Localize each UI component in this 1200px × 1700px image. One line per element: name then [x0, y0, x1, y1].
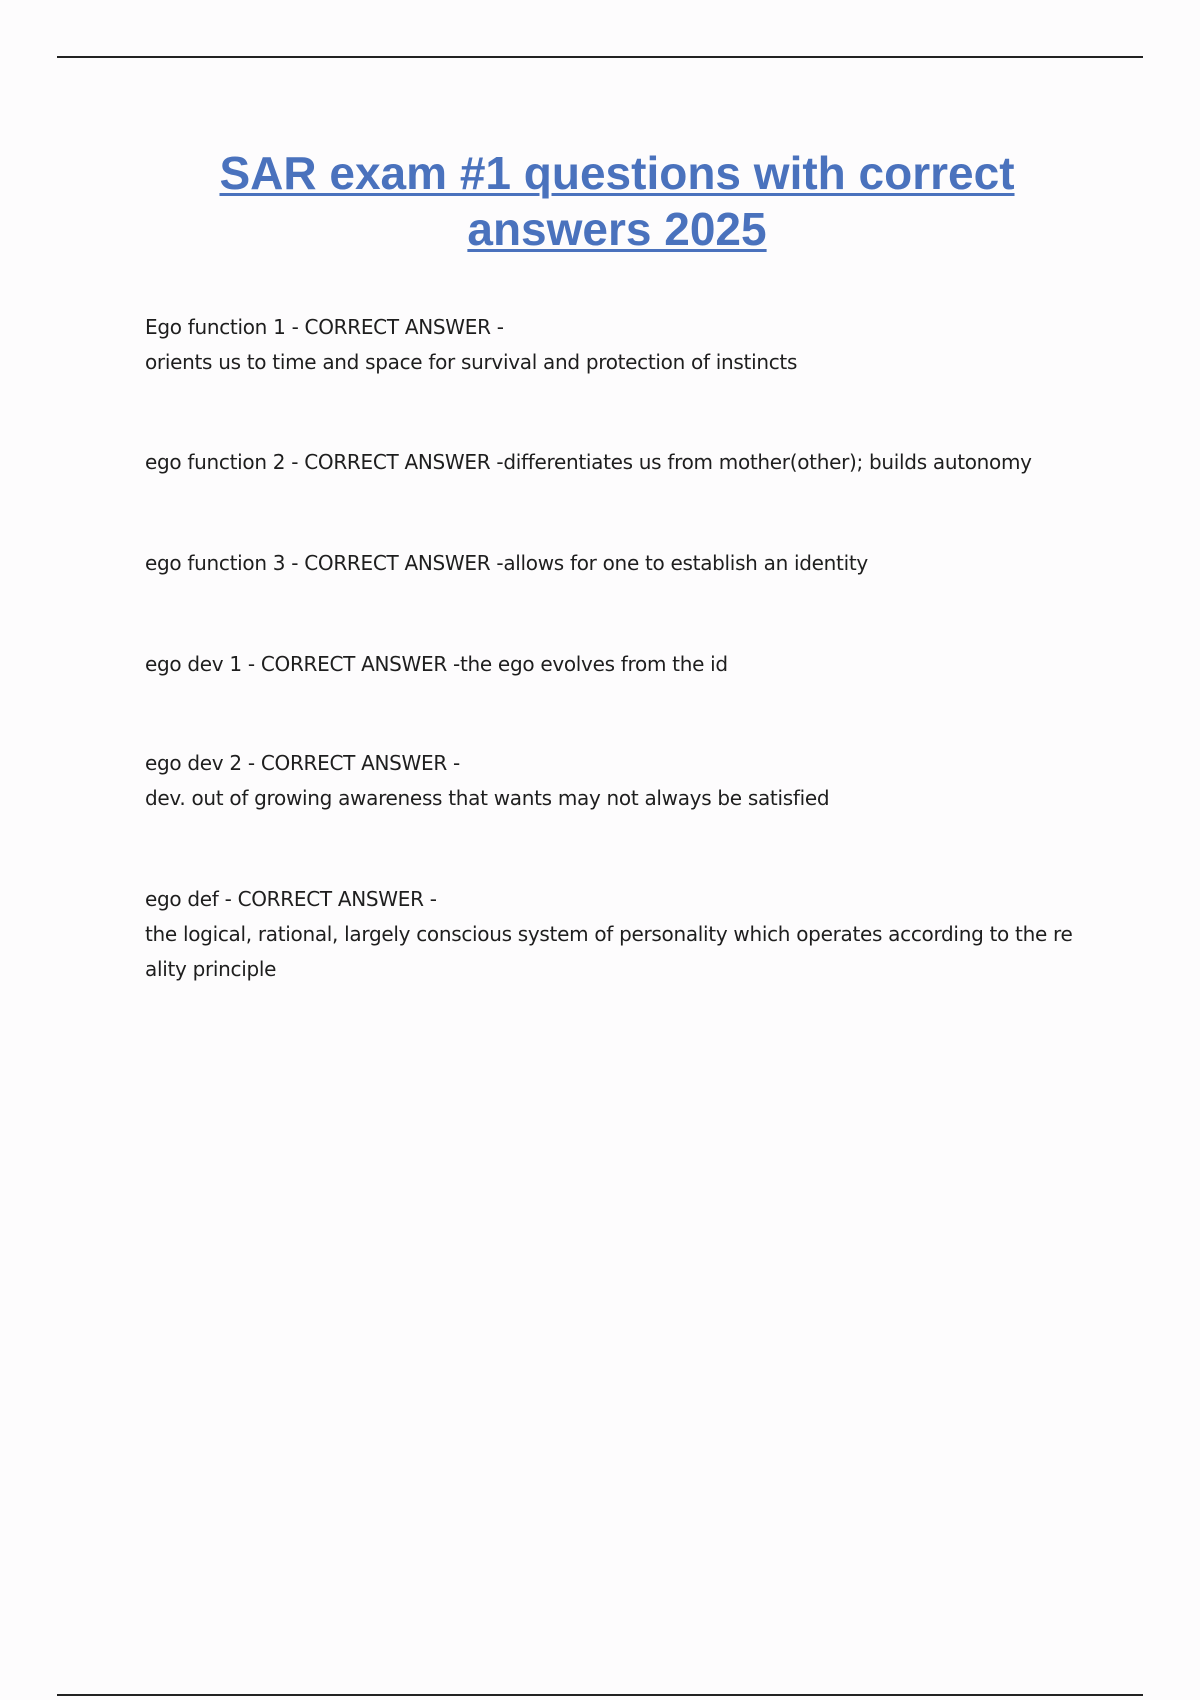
qa-separator: - CORRECT ANSWER -: [218, 887, 437, 911]
document-title: SAR exam #1 questions with correct answers 2025: [219, 147, 1015, 255]
qa-answer: the ego evolves from the id: [459, 652, 728, 676]
qa-item: [145, 546, 1095, 581]
qa-item: [145, 310, 1095, 380]
qa-answer: the logical, rational, largely conscious system of personality which operates according to the re: [145, 922, 1073, 946]
qa-item: [145, 882, 1095, 987]
bottom-rule: [57, 1694, 1143, 1696]
qa-answer: orients us to time and space for survival and protection of instincts: [145, 350, 798, 374]
qa-question: [145, 882, 1095, 917]
qa-answer: differentiates us from mother(other); builds autonomy: [503, 450, 1032, 474]
qa-term: ego function 3: [145, 551, 286, 575]
qa-term: Ego function 1: [145, 315, 286, 339]
qa-term: ego function 2: [145, 450, 286, 474]
qa-separator: - CORRECT ANSWER -: [285, 551, 504, 575]
qa-separator: - CORRECT ANSWER -: [285, 315, 504, 339]
qa-question: [145, 310, 1095, 345]
qa-term: ego def: [145, 887, 219, 911]
qa-answer: dev. out of growing awareness that wants may not always be satisfied: [145, 786, 830, 810]
qa-item: [145, 647, 1095, 682]
qa-question: [145, 746, 1095, 781]
qa-separator: - CORRECT ANSWER -: [241, 751, 460, 775]
qa-term: ego dev 1: [145, 652, 242, 676]
qa-separator: - CORRECT ANSWER -: [285, 450, 504, 474]
qa-separator: - CORRECT ANSWER -: [241, 652, 460, 676]
qa-term: ego dev 2: [145, 751, 242, 775]
top-rule: [57, 56, 1143, 58]
qa-item: [145, 445, 1095, 480]
qa-answer: allows for one to establish an identity: [503, 551, 868, 575]
qa-answer-continued: ality principle: [145, 957, 277, 981]
qa-item: [145, 746, 1095, 816]
